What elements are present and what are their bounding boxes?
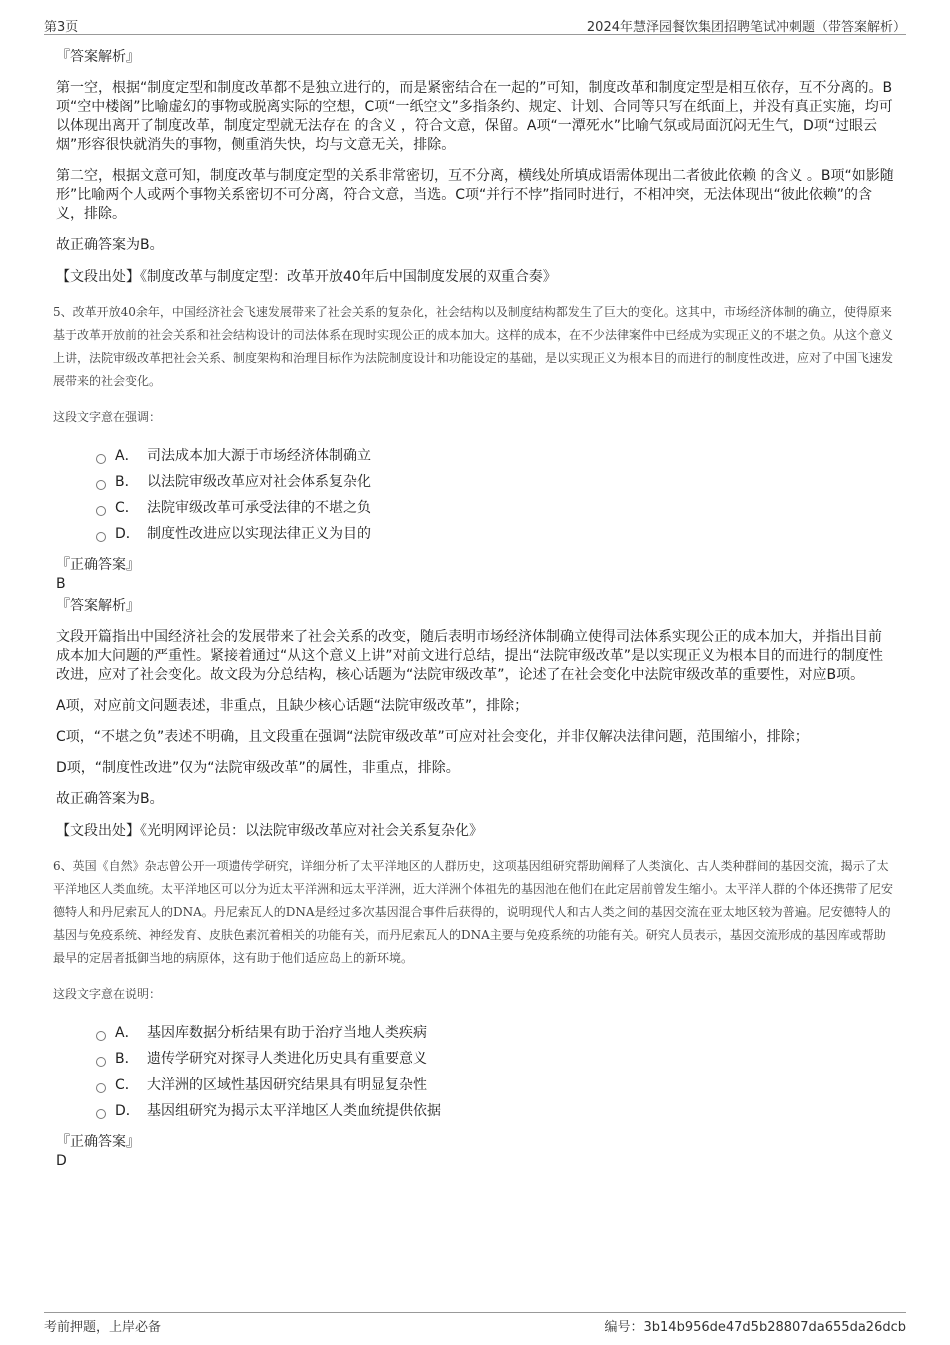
option-a[interactable] <box>96 443 894 469</box>
radio-button[interactable] <box>96 1083 106 1093</box>
option-letter: D． <box>115 1103 140 1119</box>
analysis-paragraph: 第二空，根据文意可知，制度改革与制度定型的关系非常密切，互不分离，横线处所填成语需体现出二者彼此依赖 的含义 。B项“如影随形”比喻两个人或两个事物关系密切不可分离，符合文意，当选。C项“并行不悖”指同时进行，不相冲突，无法体现出“彼此依赖”的含义，排除。 <box>56 168 894 222</box>
option-text: 基因库数据分析结果有助于治疗当地人类疾病 <box>147 1025 427 1041</box>
radio-button[interactable] <box>96 1057 106 1067</box>
option-text: 制度性改进应以实现法律正义为目的 <box>147 526 371 542</box>
option-c[interactable] <box>96 495 894 521</box>
radio-button[interactable] <box>96 1031 106 1041</box>
footer-slogan: 考前押题，上岸必备 <box>44 1320 162 1335</box>
analysis-tag: 『答案解析』 <box>56 49 140 65</box>
radio-button[interactable] <box>96 506 106 516</box>
analysis-paragraph: D项，“制度性改进”仅为“法院审级改革”的属性，非重点，排除。 <box>56 760 460 776</box>
correct-answer: B <box>56 576 66 592</box>
option-text: 基因组研究为揭示太平洋地区人类血统提供依据 <box>147 1103 441 1119</box>
option-letter: C． <box>115 1077 139 1093</box>
answer-tag: 『正确答案』 <box>56 557 140 573</box>
analysis-paragraph: A项，对应前文问题表述，非重点，且缺少核心话题“法院审级改革”，排除； <box>56 698 529 714</box>
document-code <box>604 1316 906 1335</box>
option-letter: A． <box>115 448 139 464</box>
source-citation: 【文段出处】《制度改革与制度定型：改革开放40年后中国制度发展的双重合奏》 <box>56 269 557 285</box>
option-d[interactable] <box>96 521 894 547</box>
option-d[interactable] <box>96 1098 894 1124</box>
option-b[interactable] <box>96 469 894 495</box>
option-b[interactable] <box>96 1046 894 1072</box>
question-prompt: 这段文字意在强调： <box>53 410 162 424</box>
document-title: 2024年慧泽园餐饮集团招聘笔试冲刺题（带答案解析） <box>586 20 906 35</box>
source-citation: 【文段出处】《光明网评论员：以法院审级改革应对社会关系复杂化》 <box>56 823 483 839</box>
analysis-conclusion: 故正确答案为B。 <box>56 237 164 253</box>
option-letter: B． <box>115 1051 139 1067</box>
option-text: 大洋洲的区域性基因研究结果具有明显复杂性 <box>147 1077 427 1093</box>
page-header <box>44 14 906 35</box>
radio-button[interactable] <box>96 480 106 490</box>
radio-button[interactable] <box>96 454 106 464</box>
analysis-conclusion: 故正确答案为B。 <box>56 791 164 807</box>
option-c[interactable] <box>96 1072 894 1098</box>
option-letter: C． <box>115 500 139 516</box>
analysis-paragraph: C项，“不堪之负”表述不明确，且文段重在强调“法院审级改革”可应对社会变化，并非仅解决法律问题，范围缩小，排除； <box>56 729 809 745</box>
page-number: 第3页 <box>44 20 79 35</box>
option-list <box>96 443 894 547</box>
option-letter: D． <box>115 526 140 542</box>
option-letter: B． <box>115 474 139 490</box>
option-list <box>96 1020 894 1124</box>
code-value: 3b14b956de47d5b28807da655da26dcb <box>643 1320 906 1335</box>
option-text: 司法成本加大源于市场经济体制确立 <box>147 448 371 464</box>
radio-button[interactable] <box>96 1109 106 1119</box>
option-text: 法院审级改革可承受法律的不堪之负 <box>147 500 371 516</box>
option-text: 以法院审级改革应对社会体系复杂化 <box>147 474 371 490</box>
question-prompt: 这段文字意在说明： <box>53 987 162 1001</box>
code-label: 编号： <box>604 1320 644 1335</box>
option-letter: A． <box>115 1025 139 1041</box>
correct-answer: D <box>56 1153 67 1169</box>
page-footer <box>44 1312 906 1337</box>
analysis-paragraph: 文段开篇指出中国经济社会的发展带来了社会关系的改变，随后表明市场经济体制确立使得司法体系实现公正的成本加大，并指出目前成本加大问题的严重性。紧接着通过“从这个意义上讲”对前文进行总结，提出“法院审级改革”是以实现正义为根本目的而进行的制度性改进，应对了社会变化。故文段为分总结构，核心话题为“法院审级改革”，论述了在社会变化中法院审级改革的重要性，对应B项。 <box>56 629 884 683</box>
radio-button[interactable] <box>96 532 106 542</box>
page-content <box>53 44 894 1170</box>
question-stem: 5、改革开放40余年，中国经济社会飞速发展带来了社会关系的复杂化，社会结构以及制度结构都发生了巨大的变化。这其中，市场经济体制的确立，使得原来基于改革开放前的社会关系和社会结构设计的司法体系在现时实现公正的成本加大。这样的成本，在不少法律案件中已经成为实现正义的不堪之负。从这个意义上讲，法院审级改革把社会关系、制度架构和治理目标作为法院制度设计和功能设定的基础，是以实现正义为根本目的而进行的制度性改进，应对了中国飞速发展带来的社会变化。 <box>53 305 894 388</box>
option-a[interactable] <box>96 1020 894 1046</box>
analysis-tag: 『答案解析』 <box>56 598 140 614</box>
analysis-paragraph: 第一空，根据“制度定型和制度改革都不是独立进行的，而是紧密结合在一起的”可知，制度改革和制度定型是相互依存，互不分离的。B项“空中楼阁”比喻虚幻的事物或脱离实际的空想，C项“一纸空文”多指条约、规定、计划、合同等只写在纸面上，并没有真正实施，均可以体现出离开了制度改革，制度定型就无法存在 的含义 ，符合文意，保留。A项“一潭死水”比喻气氛或局面沉闷无生气，D项“过眼云烟”形容很快就消失的事物，侧重消失快，均与文意无关，排除。 <box>56 80 893 153</box>
question-stem: 6、英国《自然》杂志曾公开一项遗传学研究，详细分析了太平洋地区的人群历史，这项基因组研究帮助阐释了人类演化、古人类种群间的基因交流，揭示了太平洋地区人类血统。太平洋地区可以分为近太平洋洲和远太平洋洲，近大洋洲个体祖先的基因池在他们在此定居前曾发生缩小。太平洋人群的个体还携带了尼安德特人和丹尼索瓦人的DNA。丹尼索瓦人的DNA是经过多次基因混合事件后获得的，说明现代人和古人类之间的基因交流在亚太地区较为普遍。尼安德特人的基因与免疫系统、神经发育、皮肤色素沉着相关的功能有关，而丹尼索瓦人的DNA主要与免疫系统的功能有关。研究人员表示，基因交流形成的基因库或帮助最早的定居者抵御当地的病原体，这有助于他们适应岛上的新环境。 <box>53 859 894 965</box>
option-text: 遗传学研究对探寻人类进化历史具有重要意义 <box>147 1051 427 1067</box>
answer-tag: 『正确答案』 <box>56 1134 140 1150</box>
